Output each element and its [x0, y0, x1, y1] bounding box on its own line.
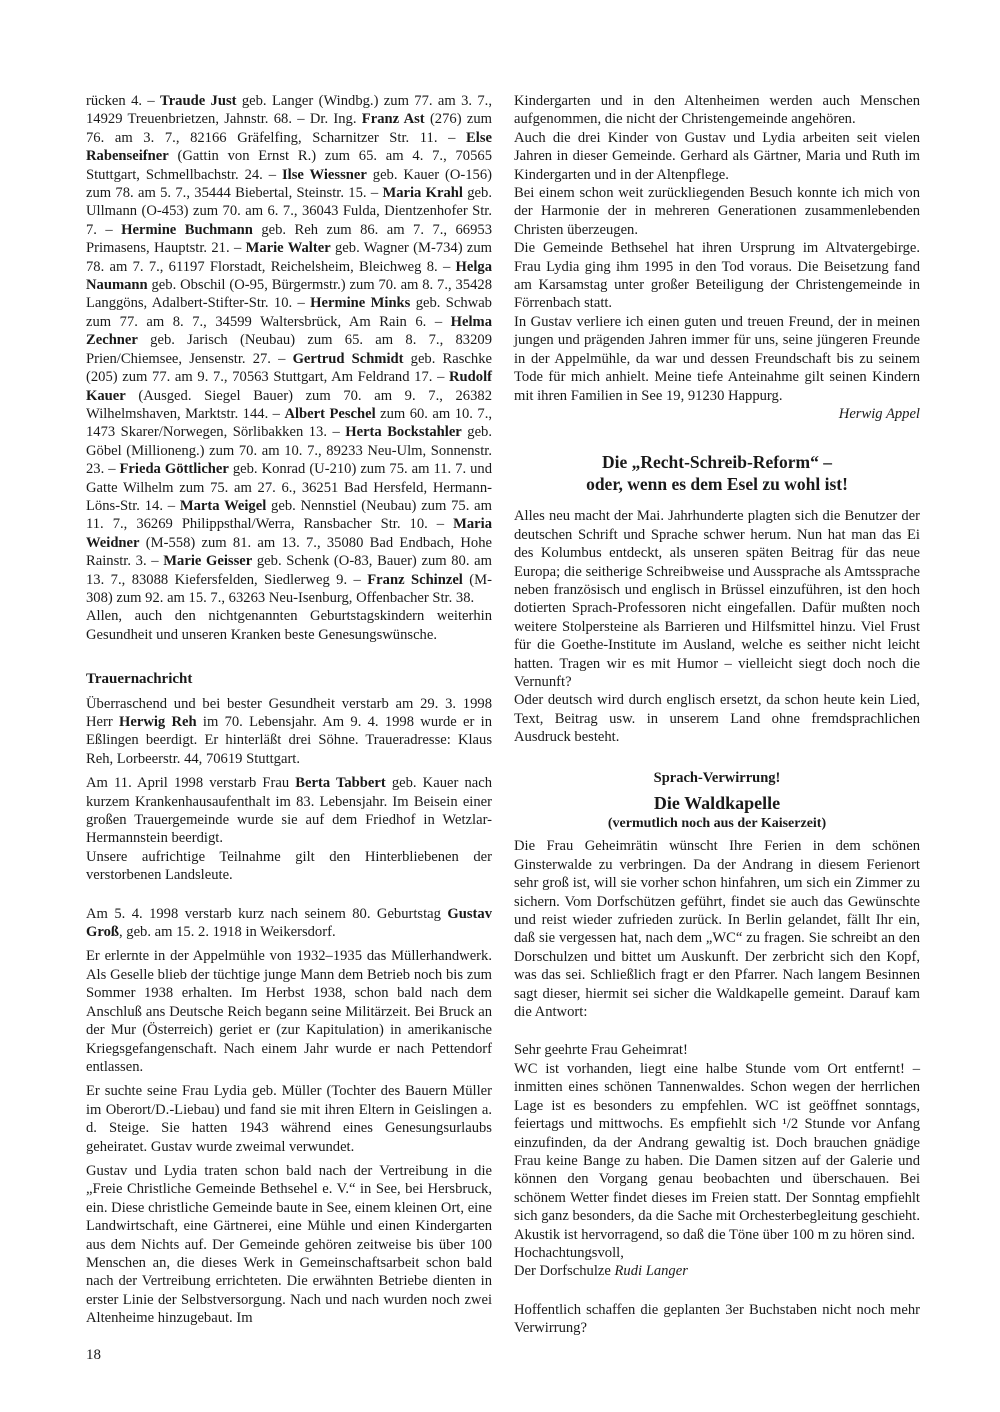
gross-paragraph-5: Auch die drei Kinder von Gustav und Lydia arbeiten seit vielen Jahren in dieser Gemeinde. Gerhard als Gärtner, Maria und Ruth im Kindergarten und in der Altenpflege.	[514, 129, 920, 183]
story-title: Die Waldkapelle	[653, 793, 781, 813]
birthday-list: rücken 4. – Traude Just geb. Langer (Windbg.) zum 77. am 3. 7., 14929 Treuenbrietzen, Jahnstr. 68. – Dr. Ing. Franz Ast (276) zum 76. am 3. 7., 82166 Gräfelfing, Scharnitzer Str. 11. – Else Rabenseifner (Gattin von Ernst R.) zum 65. am 4. 7., 70565 Stuttgart, Schmellbachstr. 24. – Ilse Wiessner geb. Kauer (O-156) zum 78. am 5. 7., 35444 Biebertal, Steinstr. 15. – Maria Krahl geb. Ullmann (O-453) zum 70. am 6. 7., 36043 Fulda, Dientzenhofer Str. 7. – Hermine Buchmann geb. Reh zum 86. am 7. 7., 66953 Primasens, Hauptstr. 21. – Marie Walter geb. Wagner (M-734) zum 78. am 7. 7., 61197 Florstadt, Reichelsheim, Bleichweg 8. – Helga Naumann geb. Obschil (O-95, Bürgermstr.) zum 70. am 8. 7., 35428 Langgöns, Adalbert-Stifter-Str. 10. – Hermine Minks geb. Schwab zum 77. am 8. 7., 34599 Waltersbrück, Am Rain 6. – Helma Zechner geb. Jarisch (Neubau) zum 65. am 8. 7., 83209 Prien/Chiemsee, Jensenstr. 27. – Gertrud Schmidt geb. Raschke (205) zum 77. am 9. 7., 70563 Stuttgart, Am Feldrand 17. – Rudolf Kauer (Ausged. Siegel Bauer) zum 70. am 9. 7., 26382 Wilhelmshaven, Marktstr. 144. – Albert Peschel zum 60. am 10. 7., 1473 Skarer/Norwegen, Sörlibakken 13. – Herta Bockstahler geb. Göbel (Millioneng.) zum 70. am 10. 7., 89233 Neu-Ulm, Sonnenstr. 23. – Frieda Göttlicher geb. Konrad (U-210) zum 75. am 11. 7. und Gatte Wilhelm zum 75. am 27. 6., 36251 Bad Hersfeld, Hermann-Löns-Str. 14. – Marta Weigel geb. Nennstiel (Neubau) zum 75. am 11. 7., 36269 Philippsthal/Werra, Ransbacher Str. 10. – Maria Weidner (M-558) zum 81. am 13. 7., 35080 Bad Endbach, Hohe Rainstr. 3. – Marie Geisser geb. Schenk (O-83, Bauer) zum 80. am 13. 7., 83088 Kiefersfelden, Siedlerweg 9. – Franz Schinzel (M-308) zum 92. am 15. 7., 63263 Neu-Isenburg, Offenbacher Str. 38.	[86, 93, 493, 606]
person-name: Rudolf Kauer	[86, 369, 492, 404]
letter-signature-name: Rudi Langer	[614, 1263, 688, 1280]
letter-salutation: Sehr geehrte Frau Geheimrat!	[514, 1042, 688, 1059]
obituary-tabbert: Am 11. April 1998 verstarb Frau Berta Tabbert geb. Kauer nach kurzem Krankenhausaufenthalt im 83. Lebensjahr. Im Beisein einer großen Trauergemeinde wurde sie auf dem Friedhof in Wetzlar-Hermannstein beerdigt.	[86, 775, 493, 847]
person-name: Helga Naumann	[86, 258, 492, 294]
letter-signature-prefix: Der Dorfschulze	[514, 1263, 615, 1280]
person-name: Hermine Minks	[310, 295, 411, 312]
gross-paragraph-1: Er erlernte in der Appelmühle von 1932–1935 das Müllerhandwerk. Als Geselle blieb der tüchtige junge Mann dem Betrieb noch bis zum Sommer 1938 erhalten. Im Herbst 1938, schon bald nach dem Anschluß ans Deutsche Reich begann seine Militärzeit. Bei Bruck an der Mur (Österreich) geriet er (zur Kapitulation) in amerikanische Kriegsgefangenschaft. Nach einem Jahr wurde er nach Pettendorf entlassen.	[86, 948, 492, 1075]
story-subtitle: (vermutlich noch aus der Kaiserzeit)	[607, 816, 827, 831]
condolence-text: Unsere aufrichtige Teilnahme gilt den Hinterbliebenen der verstorbenen Landsleute.	[86, 848, 492, 884]
gross-paragraph-8: In Gustav verliere ich einen guten und treuen Freund, der in meinen jungen und prägenden Jahren immer für uns, seine jüngeren Freunde in der Appelmühle, da war und dessen Freundschaft bis zu seinem Tode für mich anhielt. Meine tiefe Anteinahme gilt seinen Kindern mit ihren Familien in See 19, 91230 Happurg.	[514, 313, 920, 404]
person-name: Gertrud Schmidt	[292, 350, 404, 367]
letter-closing: Hochachtungsvoll,	[514, 1244, 624, 1261]
person-name: Gustav Groß	[86, 905, 492, 941]
story-kicker: Sprach-Verwirrung!	[653, 769, 781, 786]
person-name: Maria Krahl	[382, 185, 463, 202]
person-name: Traude Just	[160, 93, 237, 109]
page-number: 18	[86, 1347, 101, 1363]
person-name: Frieda Göttlicher	[119, 461, 229, 478]
person-name: Hermine Buchmann	[121, 221, 253, 238]
person-name: Herwig Reh	[119, 714, 197, 730]
gross-paragraph-2: Er suchte seine Frau Lydia geb. Müller (Tochter des Bauern Müller im Oberort/D.-Liebau) und fand sie mit ihren Eltern in Geislingen a. d. Steige. Sie hatten 1943 während eines Genesungsurlaubs geheiratet. Gustav wurde zweimal verwundet.	[86, 1083, 492, 1155]
article-title-line-2: oder, wenn es dem Esel zu wohl ist!	[586, 474, 848, 495]
person-name: Franz Ast	[361, 111, 425, 128]
person-name: Marta Weigel	[179, 497, 267, 514]
person-name: Herta Bockstahler	[345, 424, 462, 441]
article-paragraph-1: Alles neu macht der Mai. Jahrhunderte plagten sich die Benutzer der deutschen Schrift und Sprache schwer herum. Nun hat man das Ei des Kolumbus entdeckt, als unseren späten Beitrag für das neue Europa; die seitherige Schreibweise und Aussprache als Amtssprache neben französisch und englisch in Brüssel einzuführen, ist den hoch dotierten Sprach-Professoren nicht eingefallen. Dafür mußten noch weitere Stolpersteine als Barrieren und Hilfsmittel hinzu. Viel Frust für die Goethe-Institute im Ausland, welche es seither nicht leicht hatten. Tragen wir es mit Humor – vielleicht siegt doch noch die Vernunft?	[514, 508, 920, 690]
article-title-line-1: Die „Recht-Schreib-Reform“ –	[601, 452, 833, 473]
gross-paragraph-7: Die Gemeinde Bethsehel hat ihren Ursprung im Altvatergebirge. Frau Lydia ging ihm 1995 in den Tod voraus. Die Beisetzung fand am Karsamstag unter großer Beteiligung der Christengemeinde in Förrenbach statt.	[514, 240, 920, 312]
obituary-gross: Am 5. 4. 1998 verstarb kurz nach seinem 80. Geburtstag Gustav Groß, geb. am 15. 2. 1918 in Weikersdorf.	[86, 905, 492, 941]
article-title	[514, 451, 920, 495]
person-name: Berta Tabbert	[295, 775, 386, 792]
right-column	[514, 92, 920, 1338]
person-name: Marie Walter	[245, 240, 331, 257]
letter-body: WC ist vorhanden, liegt eine halbe Stunde vom Ort entfernt! – inmitten eines schönen Tannenwaldes. Schon wegen der herrlichen Lage ist es besonders zu empfehlen. WC ist geöffnet sonntags, feiertags und mittwochs. Es empfiehlt sich ¹/2 Stunde vor Anfang einzufinden, da der Andrang gewaltig ist. Doch brauchen gnädige Frau keine Bange zu haben. Die Damen sitzen auf der Galerie und können den Vorgang genau beobachten und überschauen. Bei schönem Wetter findet dieses im Freien statt. Der Sonntag empfiehlt sich ganz besonders, da die Sache mit Orchesterbegleitung geschieht. Akustik ist hervorragend, so daß die Töne über 100 m zu hören sind.	[514, 1060, 920, 1243]
closing-remark: Hoffentlich schaffen die geplanten 3er Buchstaben nicht noch mehr Verwirrung?	[514, 1301, 920, 1337]
letter-signature	[514, 1262, 920, 1280]
gross-paragraph-4: Kindergarten und in den Altenheimen werden auch Menschen aufgenommen, die nicht der Christengemeinde angehören.	[514, 93, 920, 128]
left-column	[86, 92, 492, 1328]
signature-appel: Herwig Appel	[838, 405, 920, 422]
gross-paragraph-3: Gustav und Lydia traten schon bald nach der Vertreibung in die „Freie Christliche Gemeinde Bethsehel e. V.“ in See, bei Hersbruck, ein. Diese christliche Gemeinde baute in See, einem kleinen Ort, eine Landwirtschaft, eine Gärtnerei, eine Mühle und einen Kindergarten aus dem Nichts auf. Der Gemeinde gehören zeitweise bis über 100 Menschen an, die dieses Werk in Gemeinschaftsarbeit schon bald nach der Vertreibung errichteten. Die erwähnten Betriebe dienten in erster Linie der Selbstversorgung. Nach und nach wurden noch zwei Altenheime hinzugebaut. Im	[86, 1162, 492, 1327]
person-name: Ilse Wiessner	[281, 166, 367, 183]
obituary-heading: Trauernachricht	[86, 671, 193, 688]
person-name: Else Rabenseifner	[86, 129, 492, 165]
birthday-wishes: Allen, auch den nichtgenannten Geburtstagskindern weiterhin Gesundheit und unseren Kranken beste Genesungswünsche.	[86, 608, 492, 643]
article-paragraph-2: Oder deutsch wird durch englisch ersetzt, da schon heute kein Lied, Text, Beitrag usw. in unserem Land ohne fremdsprachlichen Ausdruck besteht.	[514, 692, 920, 746]
person-name: Franz Schinzel	[367, 571, 463, 588]
gross-paragraph-6: Bei einem schon weit zurückliegenden Besuch konnte ich mich von der Harmonie der in mehreren Generationen zusammenlebenden Christen überzeugen.	[514, 185, 920, 238]
story-paragraph-1: Die Frau Geheimrätin wünscht Ihre Ferien in dem schönen Ginsterwalde zu verbringen. Da der Andrang in diesem Ferienort sehr groß ist, will sie vorher schon hinfahren, um sich ein Zimmer zu sichern. Vom Dorfschützen geführt, findet sie auch das Gewünschte und reist wieder zufrieden zurück. In Berlin gelandet, fällt Ihr ein, daß sie vergessen hat, nach dem „WC“ zu fragen. Sie schreibt an den Dorschulzen und bittet um Auskunft. Der zerbricht sich den Kopf, was das sei. Schließlich fragt er den Pfarrer. Nach langem Besinnen sagt dieser, hiermit sei sicher die Waldkapelle gemeint. Darauf kam die Antwort:	[514, 838, 920, 1021]
person-name: Maria Weidner	[86, 516, 492, 551]
obituary-reh: Überraschend und bei bester Gesundheit verstarb am 29. 3. 1998 Herr Herwig Reh im 70. Lebensjahr. Am 9. 4. 1998 wurde er in Eßlingen beerdigt. Er hinterläßt drei Söhne. Traueradresse: Klaus Reh, Lorbeerstr. 44, 70619 Stuttgart.	[86, 695, 492, 767]
person-name: Helma Zechner	[86, 313, 492, 349]
person-name: Albert Peschel	[284, 405, 376, 422]
person-name: Marie Geisser	[163, 553, 253, 570]
